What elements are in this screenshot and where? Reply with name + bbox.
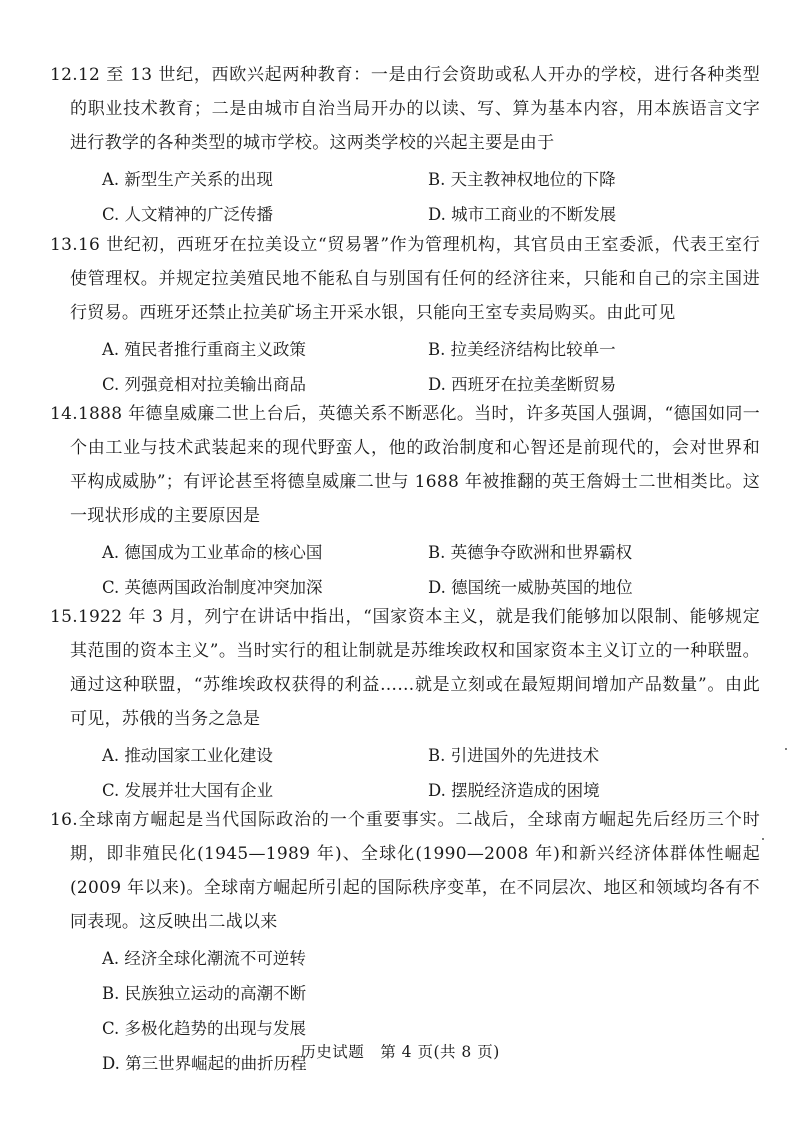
question-text: 16 世纪初，西班牙在拉美设立“贸易署”作为管理机构，其官员由王室委派，代表王室行使管理权。并规定拉美殖民地不能私自与别国有任何的经济往来，只能和自己的宗主国进行贸易。西班牙还禁止拉美矿场主开采水银，只能向王室专卖局购买。由此可见	[70, 235, 760, 323]
options	[70, 332, 760, 402]
option-b: B. 引进国外的先进技术	[428, 746, 600, 765]
question-stem	[50, 58, 760, 160]
question-12	[50, 58, 760, 232]
option-b: B. 天主教神权地位的下降	[428, 170, 616, 189]
scan-speck	[762, 838, 764, 840]
scan-speck	[785, 748, 787, 750]
option-c: C. 人文精神的广泛传播	[102, 205, 274, 224]
options	[70, 535, 760, 605]
question-text: 1922 年 3 月，列宁在讲话中指出，“国家资本主义，就是我们能够加以限制、能够规定其范围的资本主义”。当时实行的租让制就是苏维埃政权和国家资本主义订立的一种联盟。通过这种联盟，“苏维埃政权获得的利益……就是立刻或在最短期间增加产品数量”。由此可见，苏俄的当务之急是	[70, 607, 760, 729]
option-a: A. 德国成为工业革命的核心国	[102, 543, 323, 562]
options	[70, 738, 760, 808]
question-text: 全球南方崛起是当代国际政治的一个重要事实。二战后，全球南方崛起先后经历三个时期，即非殖民化(1945—1989 年)、全球化(1990—2008 年)和新兴经济体群体性崛起(2009 年以来)。全球南方崛起所引起的国际秩序变革，在不同层次、地区和领域均各有不同表现。这反映出二战以来	[70, 810, 760, 932]
question-number: 13.	[50, 235, 78, 255]
question-stem	[50, 600, 760, 736]
option-a: A. 经济全球化潮流不可逆转	[102, 949, 306, 968]
option-d: D. 第三世界崛起的曲折历程	[102, 1054, 307, 1073]
question-text: 1888 年德皇威廉二世上台后，英德关系不断恶化。当时，许多英国人强调，“德国如同一个由工业与技术武装起来的现代野蛮人，他的政治制度和心智还是前现代的，会对世界和平构成威胁”；有评论甚至将德皇威廉二世与 1688 年被推翻的英王詹姆士二世相类比。这一现状形成的主要原因是	[70, 404, 760, 526]
option-b: B. 拉美经济结构比较单一	[428, 340, 616, 359]
page-footer: 历史试题 第 4 页(共 8 页)	[300, 1043, 500, 1061]
question-stem	[50, 803, 760, 939]
question-13	[50, 228, 760, 402]
question-number: 16.	[50, 810, 78, 830]
option-d: D. 摆脱经济造成的困境	[428, 781, 600, 800]
option-a: A. 推动国家工业化建设	[102, 746, 273, 765]
question-text: 12 至 13 世纪，西欧兴起两种教育：一是由行会资助或私人开办的学校，进行各种类型的职业技术教育；二是由城市自治当局开办的以读、写、算为基本内容，用本族语言文字进行教学的各种类型的城市学校。这两类学校的兴起主要是由于	[70, 65, 760, 153]
option-a: A. 殖民者推行重商主义政策	[102, 340, 306, 359]
option-c: C. 发展并壮大国有企业	[102, 781, 274, 800]
question-number: 12.	[50, 65, 78, 85]
option-c: C. 列强竞相对拉美输出商品	[102, 375, 307, 394]
option-c: C. 多极化趋势的出现与发展	[102, 1019, 307, 1038]
question-15	[50, 600, 760, 808]
question-number: 15.	[50, 607, 78, 627]
option-d: D. 西班牙在拉美垄断贸易	[428, 375, 617, 394]
option-c: C. 英德两国政治制度冲突加深	[102, 578, 323, 597]
question-number: 14.	[50, 404, 78, 424]
option-d: D. 城市工商业的不断发展	[428, 205, 617, 224]
question-14	[50, 397, 760, 605]
option-d: D. 德国统一威胁英国的地位	[428, 578, 633, 597]
option-a: A. 新型生产关系的出现	[102, 170, 273, 189]
options	[70, 162, 760, 232]
option-b: B. 英德争夺欧洲和世界霸权	[428, 543, 633, 562]
option-b: B. 民族独立运动的高潮不断	[102, 984, 307, 1003]
question-stem	[50, 228, 760, 330]
question-stem	[50, 397, 760, 533]
